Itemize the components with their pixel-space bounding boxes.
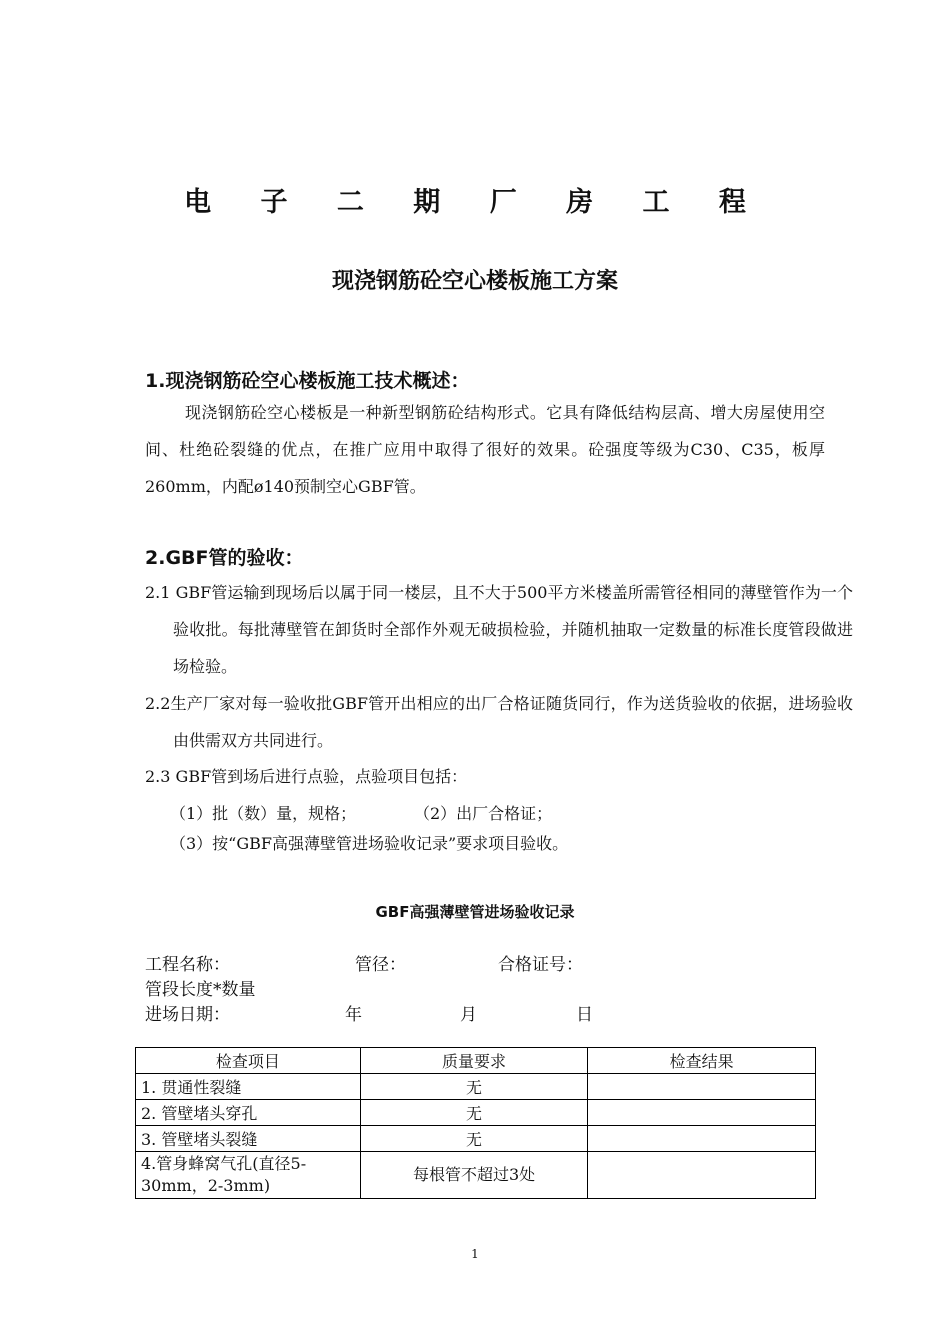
row-requirement: 无 [360, 1074, 588, 1100]
row-result[interactable] [588, 1152, 816, 1199]
row-requirement: 无 [360, 1126, 588, 1152]
row-item: 2. 管壁堵头穿孔 [136, 1100, 361, 1126]
inspection-table [135, 1047, 816, 1199]
row-requirement: 每根管不超过3处 [360, 1152, 588, 1199]
header-item: 检查项目 [136, 1048, 361, 1074]
paragraph-2-1: 2.1 GBF管运输到现场后以属于同一楼层，且不大于500平方米楼盖所需管径相同的薄壁管作为一个验收批。每批薄壁管在卸货时全部作外观无破损检验，并随机抽取一定数量的标准长度管段做进场检验。 [145, 583, 853, 676]
table-header-row [136, 1048, 816, 1074]
cert-no-label: 合格证号： [498, 955, 583, 975]
table-row [136, 1074, 816, 1100]
month-label: 月 [460, 1005, 477, 1025]
section-2-heading: 2.GBF管的验收： [145, 547, 304, 569]
check-item-1: （1）批（数）量，规格； [170, 804, 357, 823]
document-subtitle: 现浇钢筋砼空心楼板施工方案 [331, 269, 618, 294]
page-number: 1 [471, 1247, 479, 1261]
length-qty-label: 管段长度*数量 [145, 980, 256, 1000]
table-row [136, 1100, 816, 1126]
check-item-2: （2）出厂合格证； [414, 804, 553, 823]
row-item: 3. 管壁堵头裂缝 [136, 1126, 361, 1152]
table-row [136, 1152, 816, 1199]
table-row [136, 1126, 816, 1152]
header-result: 检查结果 [588, 1048, 816, 1074]
row-item: 1. 贯通性裂缝 [136, 1074, 361, 1100]
header-requirement: 质量要求 [360, 1048, 588, 1074]
record-title: GBF高强薄壁管进场验收记录 [375, 903, 575, 921]
row-result[interactable] [588, 1100, 816, 1126]
day-label: 日 [576, 1005, 593, 1025]
row-item: 4.管身蜂窝气孔(直径5-30mm，2-3mm) [136, 1152, 361, 1199]
section-1-body: 现浇钢筋砼空心楼板是一种新型钢筋砼结构形式。它具有降低结构层高、增大房屋使用空间、杜绝砼裂缝的优点，在推广应用中取得了很好的效果。砼强度等级为C30、C35，板厚260mm，内配ø140预制空心GBF管。 [145, 403, 825, 496]
row-result[interactable] [588, 1126, 816, 1152]
section-1-heading: 1.现浇钢筋砼空心楼板施工技术概述： [145, 370, 470, 392]
year-label: 年 [345, 1005, 362, 1025]
row-requirement: 无 [360, 1100, 588, 1126]
date-label: 进场日期： [145, 1005, 230, 1025]
row-result[interactable] [588, 1074, 816, 1100]
paragraph-2-3: 2.3 GBF管到场后进行点验，点验项目包括： [145, 767, 468, 786]
document-title: 电 子 二 期 厂 房 工 程 [184, 187, 766, 218]
paragraph-2-2: 2.2生产厂家对每一验收批GBF管开出相应的出厂合格证随货同行，作为送货验收的依据，进场验收由供需双方共同进行。 [145, 694, 853, 750]
check-item-3: （3）按“GBF高强薄壁管进场验收记录”要求项目验收。 [170, 834, 569, 853]
diameter-label: 管径： [355, 955, 406, 975]
project-name-label: 工程名称： [145, 955, 230, 975]
